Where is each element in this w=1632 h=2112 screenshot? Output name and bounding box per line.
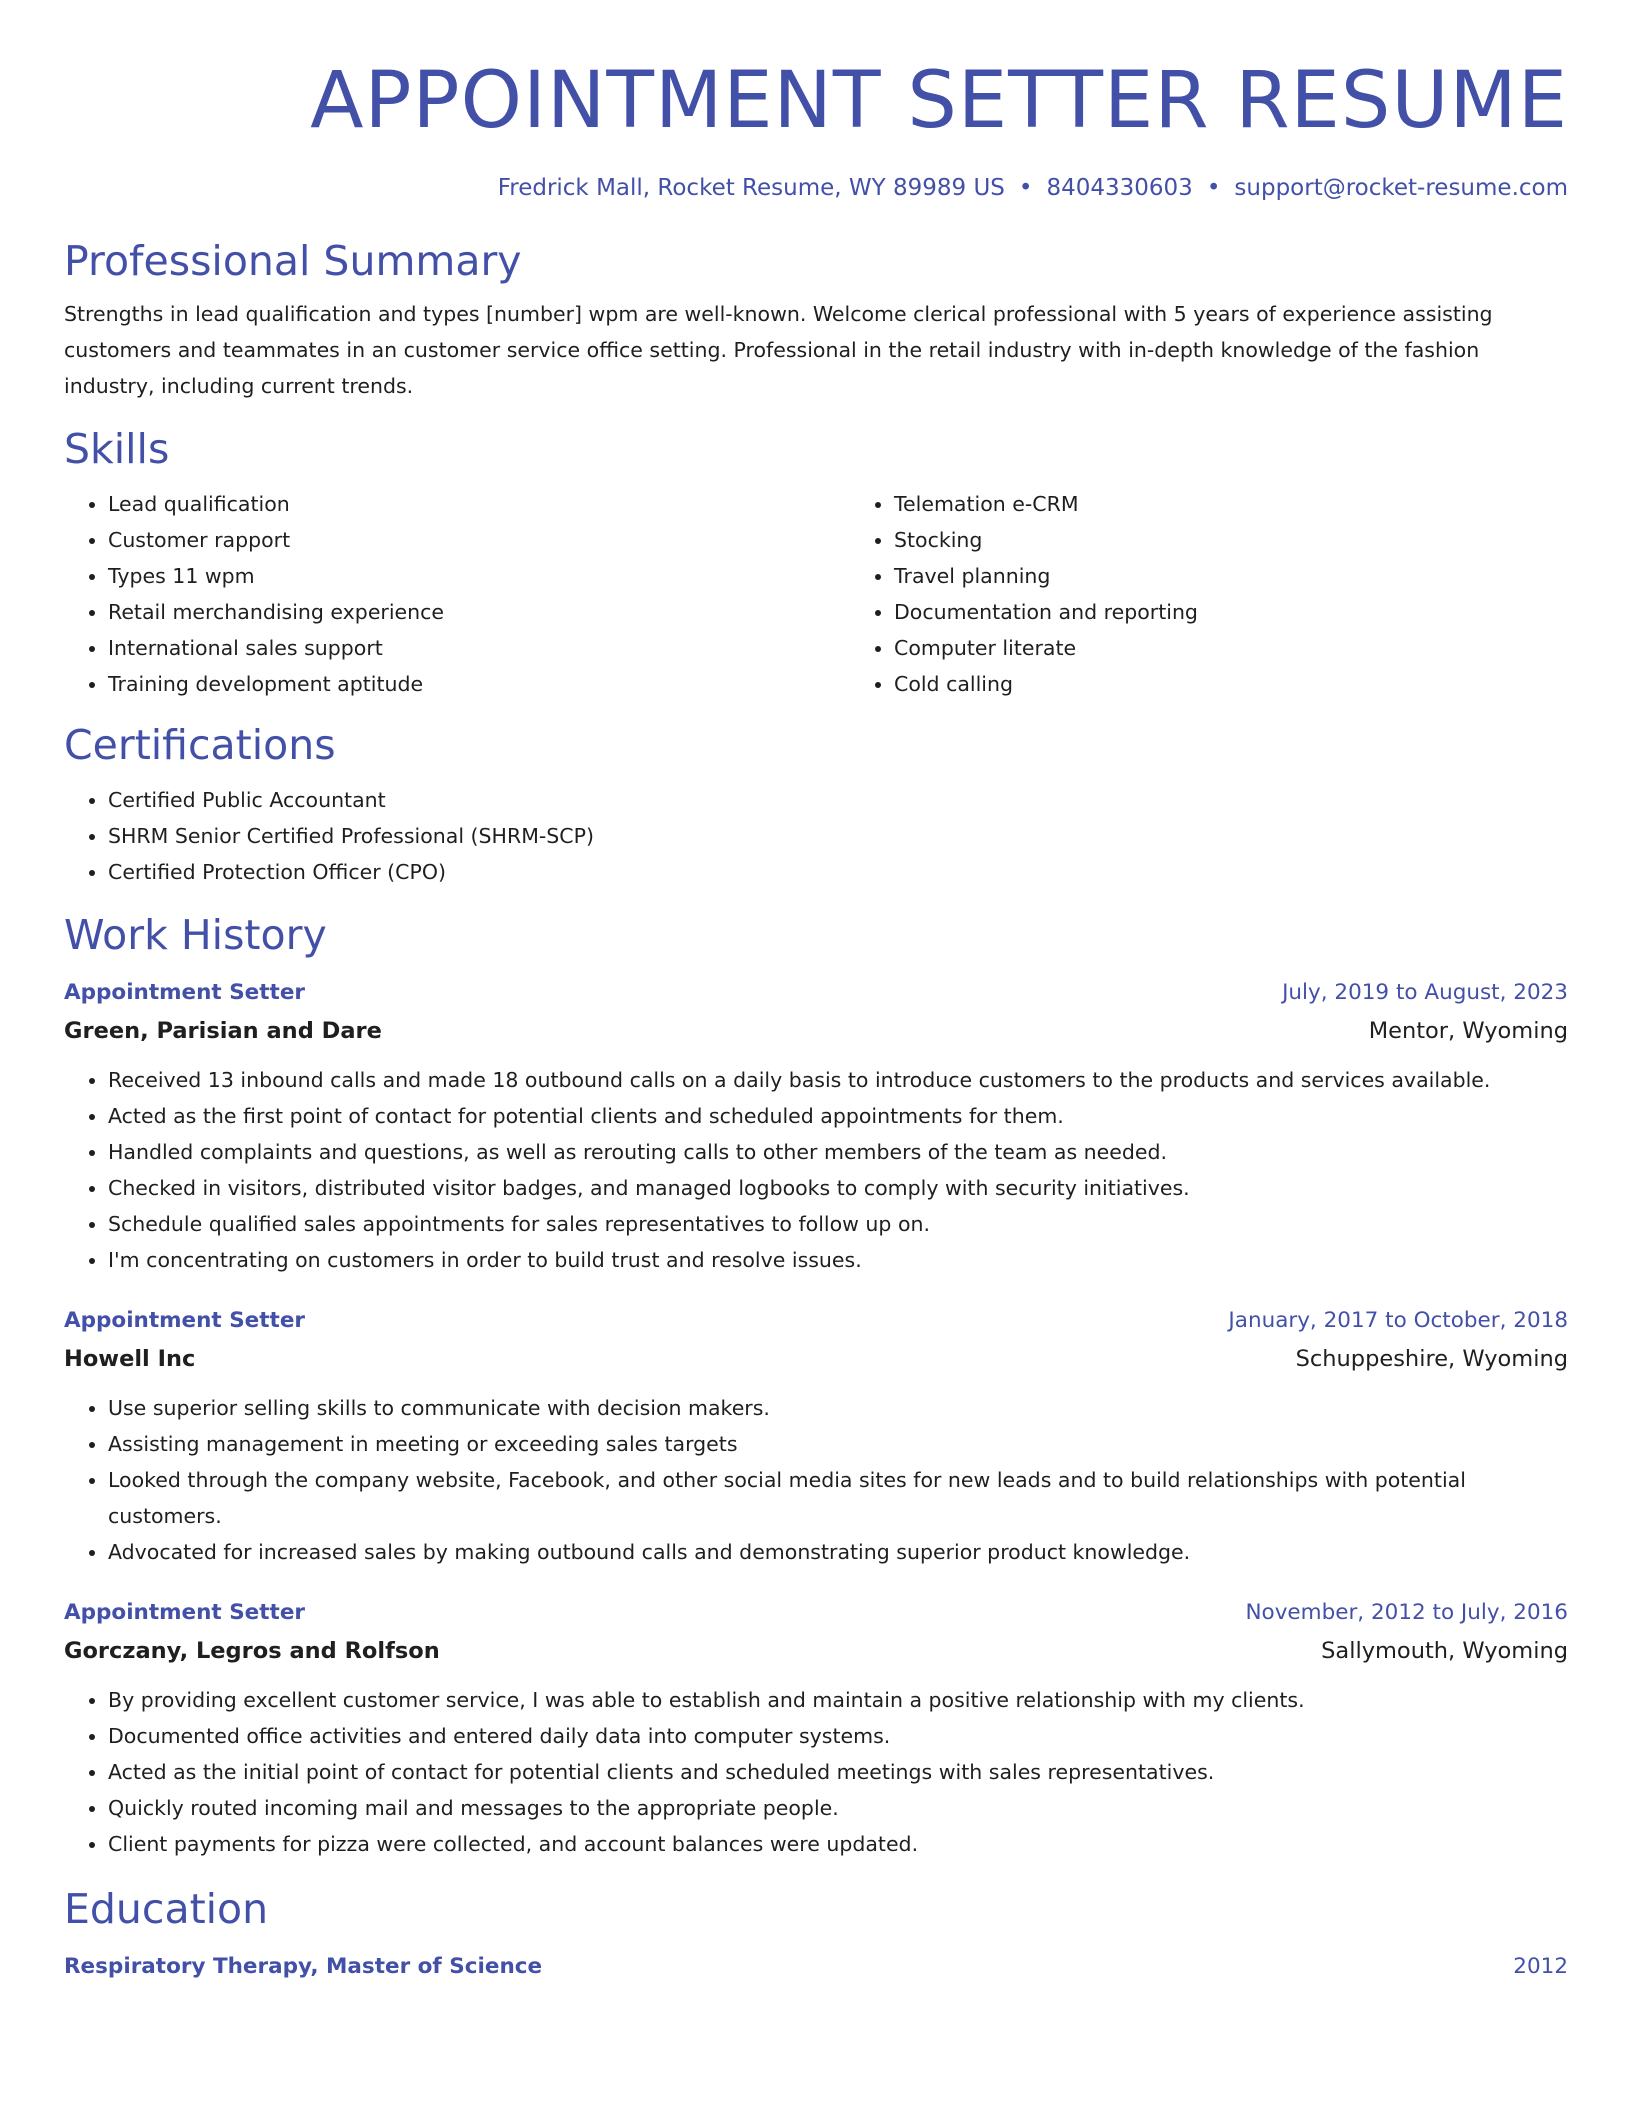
job-bullet: • Looked through the company website, Facebook, and other social media sites for new leads and to build relationships with potential customers. (108, 1462, 1568, 1534)
job-company-row (64, 1632, 1568, 1670)
job-title: Appointment Setter (64, 980, 306, 1005)
work-history-section (64, 910, 1568, 1862)
contact-address: Fredrick Mall, Rocket Resume, WY 89989 US (497, 175, 1005, 201)
job-location: Sallymouth, Wyoming (1321, 1638, 1568, 1664)
job-bullet: • Assisting management in meeting or exceeding sales targets (108, 1426, 1568, 1462)
certification-item: • SHRM Senior Certified Professional (SHRM-SCP) (108, 818, 1568, 854)
resume-title: APPOINTMENT SETTER RESUME (310, 56, 1568, 146)
certification-item: • Certified Public Accountant (108, 782, 1568, 818)
skill-item: • Types 11 wpm (108, 558, 850, 594)
job-company-row (64, 1012, 1568, 1050)
job-bullet: • Documented office activities and entered daily data into computer systems. (108, 1718, 1568, 1754)
job-bullet: • Schedule qualified sales appointments for sales representatives to follow up on. (108, 1206, 1568, 1242)
skills-section (64, 424, 1568, 702)
certification-item: • Certified Protection Officer (CPO) (108, 854, 1568, 890)
skill-item: • International sales support (108, 630, 850, 666)
job-entry (64, 974, 1568, 1278)
job-dates: January, 2017 to October, 2018 (1228, 1308, 1568, 1333)
skill-item: • Cold calling (894, 666, 1632, 702)
summary-section (64, 236, 1568, 404)
job-company: Green, Parisian and Dare (64, 1018, 382, 1044)
job-bullet: • Advocated for increased sales by making outbound calls and demonstrating superior product knowledge. (108, 1534, 1568, 1570)
job-bullets (64, 1390, 1568, 1570)
job-bullet: • Quickly routed incoming mail and messages to the appropriate people. (108, 1790, 1568, 1826)
skill-item: • Computer literate (894, 630, 1632, 666)
job-entry (64, 1302, 1568, 1570)
summary-text: Strengths in lead qualification and types [number] wpm are well-known. Welcome clerical professional with 5 years of experience assisting customers and teammates in an customer service office setting. Professional in the retail industry with in-depth knowledge of the fashion industry, including current trends. (64, 302, 1493, 398)
skills-list-right (850, 486, 1632, 702)
job-location: Schuppeshire, Wyoming (1295, 1346, 1568, 1372)
job-company: Gorczany, Legros and Rolfson (64, 1638, 440, 1664)
section-title-certifications: Certifications (64, 721, 336, 769)
job-bullet: • Use superior selling skills to communicate with decision makers. (108, 1390, 1568, 1426)
contact-email[interactable]: support@rocket-resume.com (1234, 175, 1568, 201)
job-dates: November, 2012 to July, 2016 (1245, 1600, 1568, 1625)
skills-list-left (64, 486, 850, 702)
skill-item: • Retail merchandising experience (108, 594, 850, 630)
section-title-work-history: Work History (64, 911, 327, 959)
section-title-education: Education (64, 1885, 269, 1933)
job-title: Appointment Setter (64, 1308, 306, 1333)
job-bullets (64, 1062, 1568, 1278)
job-title: Appointment Setter (64, 1600, 306, 1625)
skill-item: • Stocking (894, 522, 1632, 558)
job-header-row (64, 974, 1568, 1012)
job-dates: July, 2019 to August, 2023 (1282, 980, 1568, 1005)
job-company: Howell Inc (64, 1346, 196, 1372)
job-company-row (64, 1340, 1568, 1378)
job-bullet: • Received 13 inbound calls and made 18 outbound calls on a daily basis to introduce customers to the products and services available. (108, 1062, 1568, 1098)
skill-item: • Lead qualification (108, 486, 850, 522)
education-row (64, 1948, 1568, 1986)
job-bullet: • Handled complaints and questions, as well as rerouting calls to other members of the team as needed. (108, 1134, 1568, 1170)
job-bullet: • Checked in visitors, distributed visitor badges, and managed logbooks to comply with security initiatives. (108, 1170, 1568, 1206)
skill-item: • Customer rapport (108, 522, 850, 558)
education-section (64, 1884, 1568, 1986)
job-entry (64, 1594, 1568, 1862)
contact-separator: • (1018, 175, 1033, 201)
job-bullets (64, 1682, 1568, 1862)
certifications-list (64, 782, 1568, 890)
job-bullet: • Client payments for pizza were collected, and account balances were updated. (108, 1826, 1568, 1862)
skill-item: • Training development aptitude (108, 666, 850, 702)
contact-line (64, 170, 1568, 206)
certifications-section (64, 720, 1568, 890)
skill-item: • Travel planning (894, 558, 1632, 594)
job-location: Mentor, Wyoming (1368, 1018, 1568, 1044)
education-degree: Respiratory Therapy, Master of Science (64, 1954, 543, 1979)
skill-item: • Documentation and reporting (894, 594, 1632, 630)
job-bullet: • I'm concentrating on customers in order to build trust and resolve issues. (108, 1242, 1568, 1278)
job-header-row (64, 1302, 1568, 1340)
contact-separator: • (1206, 175, 1221, 201)
job-bullet: • By providing excellent customer service, I was able to establish and maintain a positive relationship with my clients. (108, 1682, 1568, 1718)
job-bullet: • Acted as the initial point of contact for potential clients and scheduled meetings with sales representatives. (108, 1754, 1568, 1790)
job-bullet: • Acted as the first point of contact for potential clients and scheduled appointments for them. (108, 1098, 1568, 1134)
section-title-skills: Skills (64, 425, 170, 473)
skill-item: • Telemation e-CRM (894, 486, 1632, 522)
job-header-row (64, 1594, 1568, 1632)
skills-grid (64, 486, 1568, 702)
education-year: 2012 (1513, 1954, 1568, 1979)
contact-phone: 8404330603 (1046, 175, 1193, 201)
section-title-summary: Professional Summary (64, 237, 522, 285)
